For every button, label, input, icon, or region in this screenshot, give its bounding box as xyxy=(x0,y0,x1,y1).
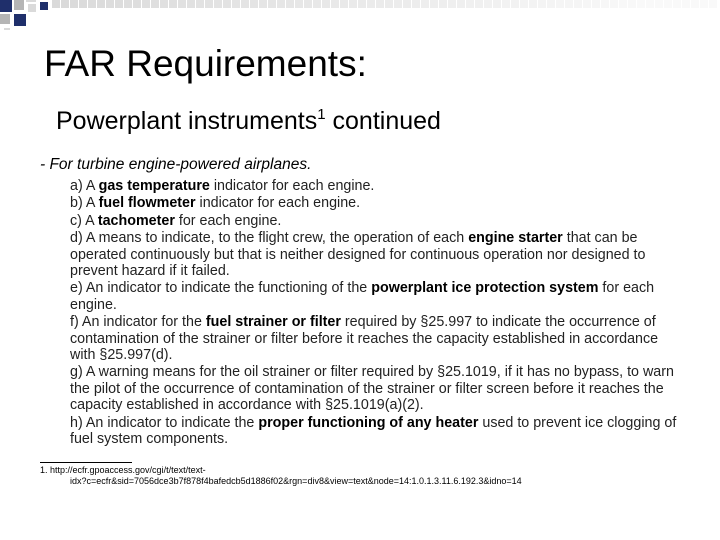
decoration-square xyxy=(277,0,285,8)
decoration-square xyxy=(88,0,96,8)
decoration-square xyxy=(250,0,258,8)
slide-subtitle xyxy=(56,104,441,138)
decoration-square xyxy=(322,0,330,8)
decoration-square xyxy=(259,0,267,8)
item-emphasis: powerplant ice protection system xyxy=(371,280,599,297)
item-emphasis: fuel strainer or filter xyxy=(205,314,341,331)
decoration-square xyxy=(592,0,600,8)
footnote-url-line-1: http://ecfr.gpoaccess.gov/cgi/t/text/text- xyxy=(50,465,206,475)
decoration-square xyxy=(412,0,420,8)
decoration-square xyxy=(79,0,87,8)
decoration-square xyxy=(295,0,303,8)
decoration-square xyxy=(466,0,474,8)
decoration-square xyxy=(457,0,465,8)
requirement-item xyxy=(70,195,682,211)
decoration-square xyxy=(619,0,627,8)
requirements-list xyxy=(70,178,682,449)
item-text: h) An indicator to indicate the xyxy=(70,414,259,431)
requirement-item xyxy=(70,230,682,279)
decoration-square xyxy=(556,0,564,8)
footnote-url-line-2: idx?c=ecfr&sid=7056dce3b7f878f4bafedcb5d1886f02&rgn=div8&view=text&node=14:1.0.1.3.11.6.192.3&idno=14 xyxy=(70,476,522,486)
footnote-marker: 1. xyxy=(40,465,48,475)
decoration-square xyxy=(304,0,312,8)
decoration-square xyxy=(70,0,78,8)
item-emphasis: tachometer xyxy=(97,212,175,229)
decoration-square xyxy=(538,0,546,8)
item-text: required by §25.997 to indicate the occurrence of contamination of the strainer or filter before it reaches the capacity established in accordance with §25.997(d). xyxy=(70,314,659,364)
decoration-square xyxy=(700,0,708,8)
item-text: for each engine. xyxy=(174,212,282,229)
decoration-square xyxy=(583,0,591,8)
decoration-square xyxy=(664,0,672,8)
decoration-square xyxy=(610,0,618,8)
decoration-square xyxy=(52,0,60,8)
decoration-square xyxy=(160,0,168,8)
decoration-square xyxy=(376,0,384,8)
requirement-item xyxy=(70,280,682,313)
requirement-item xyxy=(70,415,682,448)
decoration-square xyxy=(421,0,429,8)
item-text: used to prevent ice clogging of fuel system components. xyxy=(70,414,677,448)
decoration-square xyxy=(367,0,375,8)
decoration-square xyxy=(286,0,294,8)
decoration-square xyxy=(520,0,528,8)
item-text: that can be operated continuously but that is neither designed for continuous operation nor designed to prevent hazard if it failed. xyxy=(70,230,646,280)
decoration-square xyxy=(232,0,240,8)
decoration-square xyxy=(214,0,222,8)
corner-decoration xyxy=(0,0,720,30)
decoration-square xyxy=(205,0,213,8)
item-text: for each engine. xyxy=(70,280,655,313)
item-text: c) A xyxy=(70,212,98,229)
requirement-item xyxy=(70,314,682,363)
decoration-square xyxy=(682,0,690,8)
decoration-square xyxy=(637,0,645,8)
decoration-square xyxy=(574,0,582,8)
item-text: a) A xyxy=(70,178,99,194)
item-emphasis: fuel flowmeter xyxy=(98,195,196,212)
item-text: indicator for each engine. xyxy=(195,195,361,212)
subtitle-text: Powerplant instruments xyxy=(56,107,318,135)
decoration-square xyxy=(133,0,141,8)
decoration-square xyxy=(196,0,204,8)
decoration-square xyxy=(169,0,177,8)
decoration-square xyxy=(151,0,159,8)
decoration-square xyxy=(331,0,339,8)
decoration-square xyxy=(340,0,348,8)
decoration-square xyxy=(268,0,276,8)
decoration-square xyxy=(601,0,609,8)
decoration-square xyxy=(475,0,483,8)
decoration-square xyxy=(673,0,681,8)
decoration-square xyxy=(124,0,132,8)
decoration-square xyxy=(241,0,249,8)
item-text: b) A xyxy=(70,195,99,212)
section-heading: - For turbine engine-powered airplanes. xyxy=(40,156,312,173)
decoration-square xyxy=(529,0,537,8)
requirement-item xyxy=(70,178,682,194)
decoration-square xyxy=(493,0,501,8)
decoration-square xyxy=(709,0,717,8)
decoration-square xyxy=(142,0,150,8)
footnote-reference: 1 xyxy=(317,106,326,123)
decoration-square xyxy=(106,0,114,8)
item-text: g) A warning means for the oil strainer or filter required by §25.1019, if it has no bypass, to warn the pilot of the occurrence of contamination of the strainer or filter screen before it reaches the capacity established in accordance with §25.1019(a)(2). xyxy=(70,364,674,414)
decoration-square xyxy=(547,0,555,8)
decoration-square xyxy=(439,0,447,8)
item-text: e) An indicator to indicate the functioning of the xyxy=(70,280,372,297)
decoration-square xyxy=(511,0,519,8)
item-emphasis: engine starter xyxy=(468,230,563,247)
decoration-square xyxy=(313,0,321,8)
footnote-divider xyxy=(40,462,132,463)
decoration-square xyxy=(655,0,663,8)
decoration-square xyxy=(484,0,492,8)
item-text: f) An indicator for the xyxy=(70,314,206,331)
decoration-square xyxy=(430,0,438,8)
decoration-square xyxy=(97,0,105,8)
decoration-square xyxy=(349,0,357,8)
requirement-item xyxy=(70,364,682,413)
requirement-item xyxy=(70,213,682,229)
decoration-square xyxy=(403,0,411,8)
decoration-square xyxy=(502,0,510,8)
decoration-square xyxy=(223,0,231,8)
item-emphasis: gas temperature xyxy=(98,178,210,194)
decoration-square xyxy=(646,0,654,8)
subtitle-tail: continued xyxy=(325,107,441,135)
item-emphasis: proper functioning of any heater xyxy=(258,414,479,431)
decoration-square xyxy=(385,0,393,8)
decoration-square xyxy=(628,0,636,8)
decoration-square xyxy=(394,0,402,8)
decoration-square xyxy=(178,0,186,8)
decoration-square xyxy=(358,0,366,8)
slide-title: FAR Requirements: xyxy=(44,43,367,84)
item-text: d) A means to indicate, to the flight crew, the operation of each xyxy=(70,230,469,247)
decoration-square xyxy=(115,0,123,8)
decoration-square xyxy=(565,0,573,8)
decoration-square xyxy=(448,0,456,8)
decoration-square xyxy=(187,0,195,8)
decoration-square xyxy=(691,0,699,8)
decoration-square xyxy=(61,0,69,8)
item-text: indicator for each engine. xyxy=(209,178,375,194)
